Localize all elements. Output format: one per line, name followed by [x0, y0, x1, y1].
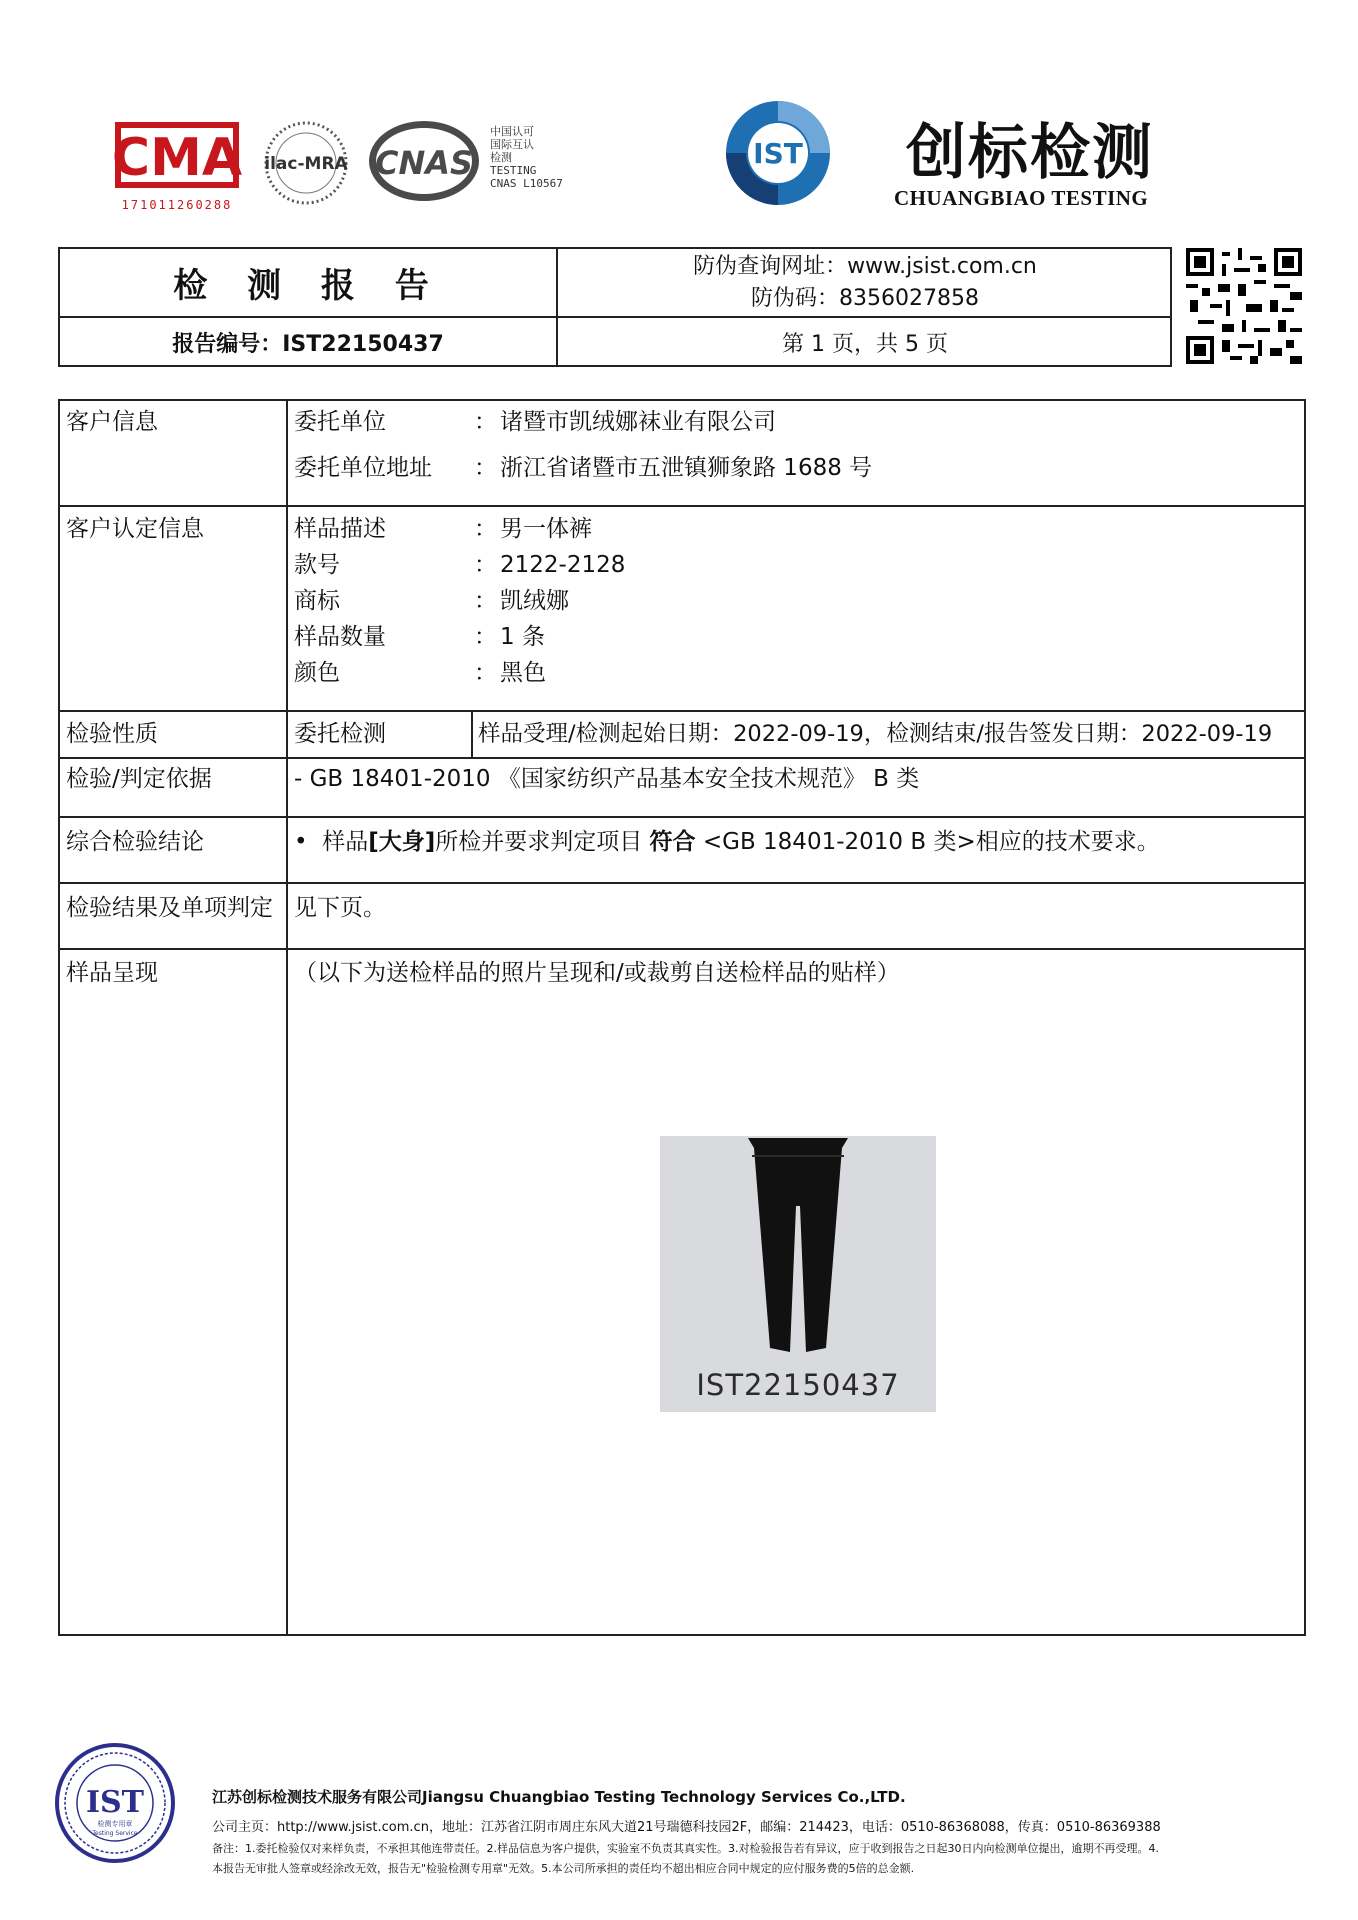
field-name: 委托单位 [294, 409, 386, 435]
footer-company: 江苏创标检测技术服务有限公司Jiangsu Chuangbiao Testing Technology Services Co.,LTD. [212, 1788, 906, 1806]
field-colon: ： [474, 552, 497, 578]
sample-part: [大身] [368, 829, 436, 855]
presentation-note: （以下为送检样品的照片呈现和/或裁剪自送检样品的贴样） [294, 960, 900, 986]
divider [58, 316, 1172, 318]
field-colon: ： [474, 660, 497, 686]
svg-text:IST: IST [753, 137, 803, 170]
results-reference: 见下页。 [294, 895, 386, 921]
bullet: • [294, 829, 308, 855]
divider [556, 247, 558, 367]
report-title: 检 测 报 告 [173, 266, 443, 306]
cnas-accreditation-text: 中国认可 国际互认 检测 TESTING CNAS L10567 [490, 125, 563, 190]
client-address: 浙江省诸暨市五泄镇狮象路 1688 号 [500, 455, 873, 481]
svg-text:CMA: CMA [111, 128, 243, 188]
sample-quantity: 1 条 [500, 624, 545, 650]
row-label-basis: 检验/判定依据 [66, 766, 212, 792]
svg-text:IST: IST [85, 1785, 145, 1820]
row-label-nature: 检验性质 [66, 721, 158, 747]
divider [58, 757, 1306, 759]
verdict: 符合 [649, 829, 696, 855]
trademark: 凯绒娜 [500, 588, 569, 614]
divider [58, 710, 1306, 712]
test-type: 委托检测 [294, 721, 386, 747]
brand-name-en: CHUANGBIAO TESTING [894, 186, 1149, 210]
field-name: 商标 [294, 588, 340, 614]
field-name: 样品数量 [294, 624, 386, 650]
row-label-sample-info: 客户认定信息 [66, 516, 204, 542]
cnas-logo [366, 118, 482, 204]
svg-text:Testing Service: Testing Service [92, 1830, 138, 1837]
ist-seal-stamp [52, 1740, 178, 1866]
field-name: 颜色 [294, 660, 340, 686]
divider [471, 710, 473, 758]
svg-text:ilac-MRA: ilac-MRA [264, 154, 348, 174]
field-name: 款号 [294, 552, 340, 578]
sample-description: 男一体裤 [500, 516, 592, 542]
footer-note: 备注：1.委托检验仅对来样负责，不承担其他连带责任。2.样品信息为客户提供，实验室不负责其真实性。3.对检验报告若有异议，应于收到报告之日起30日内向检测单位提出，逾期不再受理。4. [212, 1842, 1159, 1855]
divider [58, 505, 1306, 507]
footer-note: 本报告无审批人签章或经涂改无效，报告无"检验检测专用章"无效。5.本公司所承担的责任均不超出相应合同中规定的应付服务费的5倍的总金额. [212, 1862, 915, 1875]
brand-name-cn: 创标检测 [906, 118, 1154, 188]
svg-text:CNAS: CNAS [374, 144, 474, 182]
ilac-mra-logo [258, 118, 354, 208]
footer-contact: 公司主页：http://www.jsist.com.cn，地址：江苏省江阴市周庄东风大道21号瑞德科技园2F，邮编：214423，电话：0510-86368088，传真：0510-86369388 [212, 1820, 1161, 1835]
field-name: 委托单位地址 [294, 455, 432, 481]
test-dates: 样品受理/检测起始日期：2022-09-19，检测结束/报告签发日期：2022-09-19 [478, 721, 1273, 747]
test-standard: - GB 18401-2010 《国家纺织产品基本安全技术规范》 B 类 [294, 766, 920, 792]
qr-code-icon[interactable] [1186, 248, 1302, 364]
row-label-client: 客户信息 [66, 409, 158, 435]
anti-counterfeit-info [560, 251, 1170, 315]
divider [58, 816, 1306, 818]
field-name: 样品描述 [294, 516, 386, 542]
divider [58, 882, 1306, 884]
report-info-table [58, 399, 1306, 1636]
style-number: 2122-2128 [500, 552, 626, 578]
cma-number: 171011260288 [121, 198, 233, 212]
row-label-conclusion: 综合检验结论 [66, 829, 204, 855]
client-name: 诸暨市凯绒娜袜业有限公司 [500, 409, 776, 435]
field-colon: ： [474, 516, 497, 542]
row-label-presentation: 样品呈现 [66, 960, 158, 986]
divider [58, 948, 1306, 950]
row-label-results: 检验结果及单项判定 [66, 895, 273, 921]
field-colon: ： [474, 455, 497, 481]
overall-conclusion: • 样品[大身]所检并要求判定项目 符合 <GB 18401-2010 B 类>相应的技术要求。 [294, 829, 1160, 855]
sample-photo-label: IST22150437 [696, 1368, 900, 1402]
sample-color: 黑色 [500, 660, 546, 686]
page-indicator: 第 1 页，共 5 页 [782, 332, 948, 357]
verification-url: 防伪查询网址：www.jsist.com.cn [693, 254, 1037, 279]
field-colon: ： [474, 624, 497, 650]
field-colon: ： [474, 588, 497, 614]
ist-brand-logo [720, 95, 836, 211]
report-number: 报告编号：IST22150437 [172, 332, 444, 357]
divider [286, 399, 288, 1636]
svg-text:检测专用章: 检测专用章 [97, 1820, 133, 1828]
field-colon: ： [474, 409, 497, 435]
verification-code: 防伪码：8356027858 [751, 286, 979, 311]
